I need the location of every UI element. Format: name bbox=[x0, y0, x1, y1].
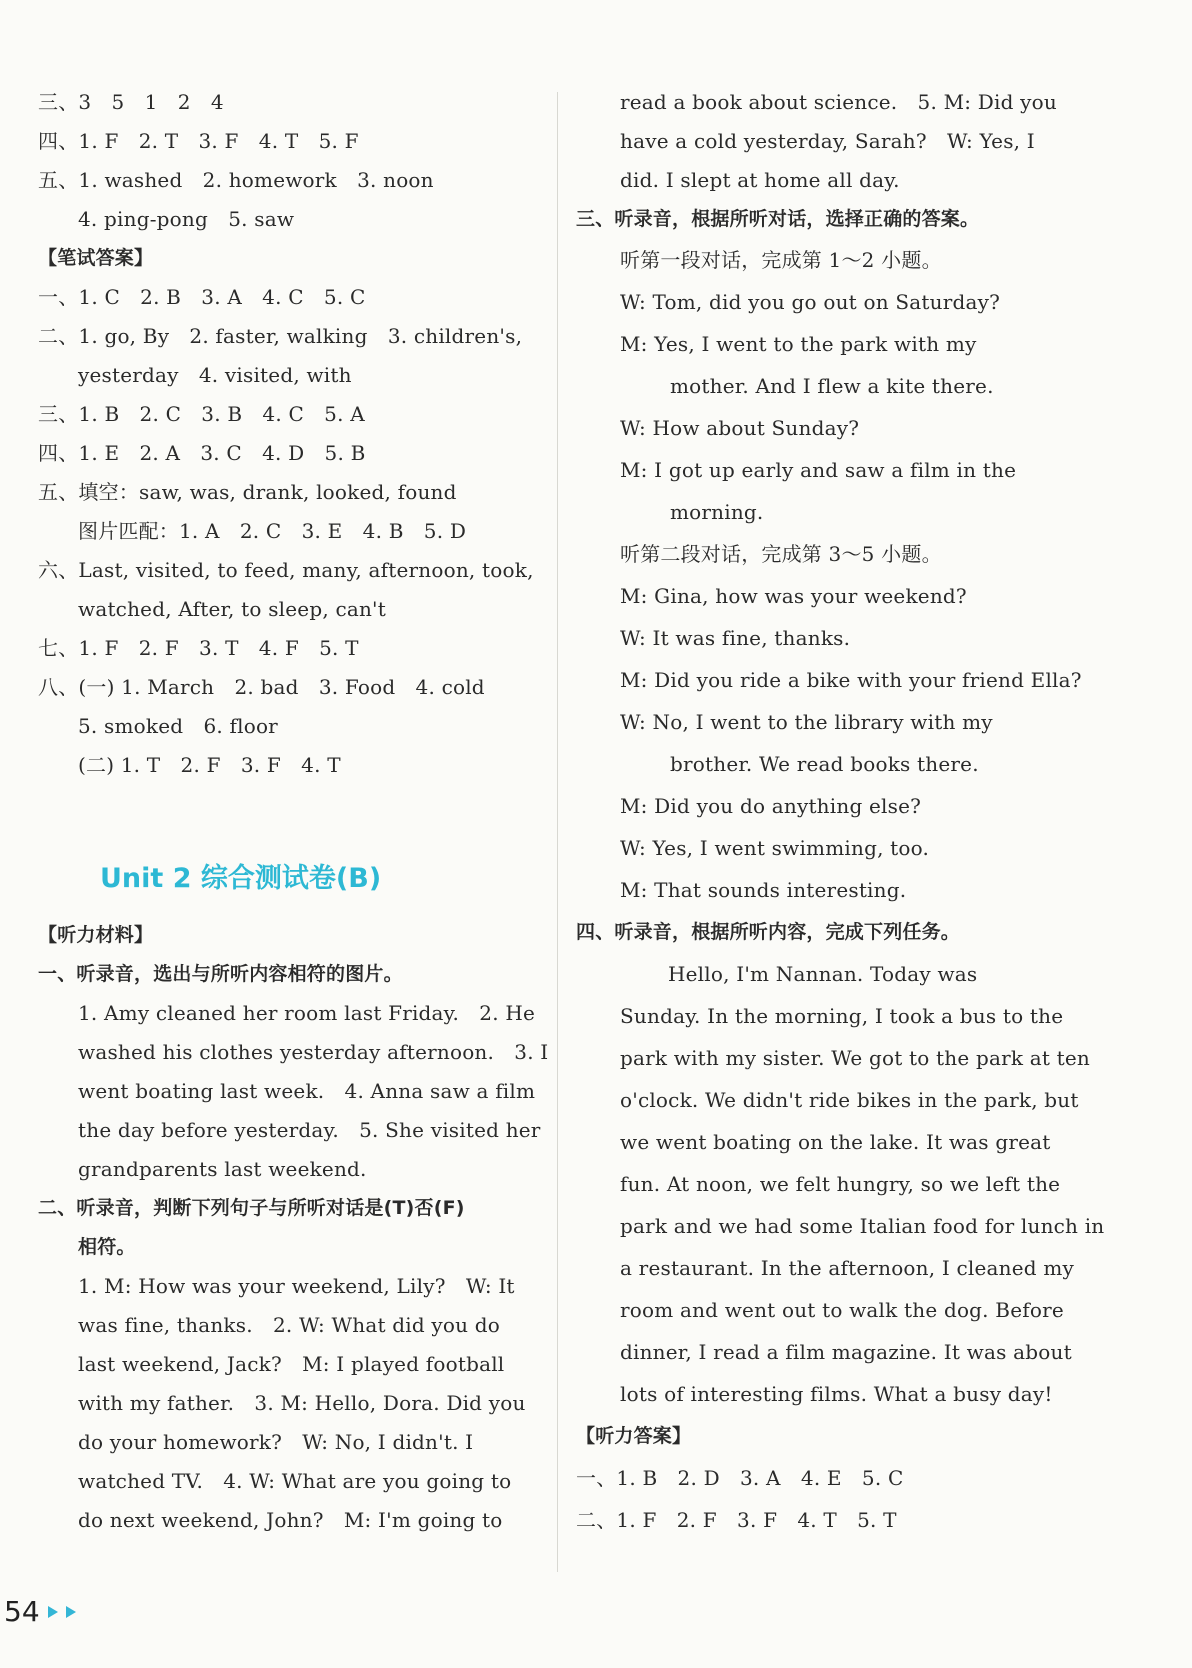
section-1-text: went boating last week. 4. Anna saw a film bbox=[78, 1079, 536, 1103]
page-footer bbox=[4, 1595, 76, 1628]
section-2-text: do next weekend, John? M: I'm going to bbox=[78, 1508, 503, 1532]
written-answer-8-cont: 5. smoked 6. floor bbox=[78, 714, 278, 738]
listening-answer-5: 五、1. washed 2. homework 3. noon bbox=[38, 168, 434, 192]
listening-answer-4: 四、1. F 2. T 3. F 4. T 5. F bbox=[38, 129, 359, 153]
dialogue-1-heading: 听第一段对话，完成第 1～2 小题。 bbox=[620, 248, 942, 272]
written-answer-8: 八、(一) 1. March 2. bad 3. Food 4. cold bbox=[38, 675, 485, 699]
section-1-text: the day before yesterday. 5. She visited her bbox=[78, 1118, 541, 1142]
passage-line: we went boating on the lake. It was great bbox=[620, 1130, 1051, 1154]
passage-line: o'clock. We didn't ride bikes in the park, but bbox=[620, 1088, 1079, 1112]
unit-test-title: Unit 2 综合测试卷(B) bbox=[100, 863, 382, 894]
passage-line: Hello, I'm Nannan. Today was bbox=[668, 962, 978, 986]
section-2-text: did. I slept at home all day. bbox=[620, 168, 900, 192]
written-answer-8-part2: (二) 1. T 2. F 3. F 4. T bbox=[78, 753, 341, 777]
listening-answer-5-cont: 4. ping-pong 5. saw bbox=[78, 207, 295, 231]
passage-line: lots of interesting films. What a busy day! bbox=[620, 1382, 1053, 1406]
dialogue-line: W: Tom, did you go out on Saturday? bbox=[620, 290, 1001, 314]
passage-line: room and went out to walk the dog. Before bbox=[620, 1298, 1064, 1322]
section-2-text: with my father. 3. M: Hello, Dora. Did you bbox=[78, 1391, 526, 1415]
section-1-instruction: 一、听录音，选出与所听内容相符的图片。 bbox=[38, 963, 403, 985]
written-answer-2: 二、1. go, By 2. faster, walking 3. children's, bbox=[38, 324, 523, 348]
section-2-instruction-cont: 相符。 bbox=[78, 1236, 136, 1258]
arrow-right-icon bbox=[66, 1606, 76, 1618]
dialogue-line-cont: morning. bbox=[670, 500, 764, 524]
written-answers-heading: 【笔试答案】 bbox=[38, 247, 154, 269]
section-2-text: 1. M: How was your weekend, Lily? W: It bbox=[78, 1274, 515, 1298]
section-2-text: read a book about science. 5. M: Did you bbox=[620, 90, 1057, 114]
section-2-text: last weekend, Jack? M: I played football bbox=[78, 1352, 505, 1376]
dialogue-2-heading: 听第二段对话，完成第 3～5 小题。 bbox=[620, 542, 942, 566]
section-1-text: washed his clothes yesterday afternoon. 3. I bbox=[78, 1040, 549, 1064]
listening-material-heading: 【听力材料】 bbox=[38, 924, 154, 946]
written-answer-3: 三、1. B 2. C 3. B 4. C 5. A bbox=[38, 402, 365, 426]
dialogue-line-cont: brother. We read books there. bbox=[670, 752, 979, 776]
dialogue-line: M: Did you do anything else? bbox=[620, 794, 922, 818]
section-4-instruction: 四、听录音，根据所听内容，完成下列任务。 bbox=[576, 921, 961, 943]
listening-answer-3: 三、3 5 1 2 4 bbox=[38, 90, 224, 114]
dialogue-line-cont: mother. And I flew a kite there. bbox=[670, 374, 994, 398]
dialogue-line: M: Did you ride a bike with your friend Ella? bbox=[620, 668, 1082, 692]
dialogue-line: M: Gina, how was your weekend? bbox=[620, 584, 967, 608]
section-1-text: 1. Amy cleaned her room last Friday. 2. He bbox=[78, 1001, 535, 1025]
written-answer-4: 四、1. E 2. A 3. C 4. D 5. B bbox=[38, 441, 366, 465]
arrow-right-icon bbox=[48, 1606, 58, 1618]
section-2-text: do your homework? W: No, I didn't. I bbox=[78, 1430, 474, 1454]
section-2-text: was fine, thanks. 2. W: What did you do bbox=[78, 1313, 501, 1337]
passage-line: a restaurant. In the afternoon, I cleaned my bbox=[620, 1256, 1075, 1280]
written-answer-2-cont: yesterday 4. visited, with bbox=[78, 363, 352, 387]
section-3-instruction: 三、听录音，根据所听对话，选择正确的答案。 bbox=[576, 208, 980, 230]
passage-line: park with my sister. We got to the park at ten bbox=[620, 1046, 1090, 1070]
passage-line: Sunday. In the morning, I took a bus to the bbox=[620, 1004, 1064, 1028]
written-answer-5-match: 图片匹配：1. A 2. C 3. E 4. B 5. D bbox=[78, 519, 467, 543]
written-answer-6-cont: watched, After, to sleep, can't bbox=[78, 597, 386, 621]
section-2-text: have a cold yesterday, Sarah? W: Yes, I bbox=[620, 129, 1035, 153]
dialogue-line: M: I got up early and saw a film in the bbox=[620, 458, 1017, 482]
passage-line: fun. At noon, we felt hungry, so we left the bbox=[620, 1172, 1061, 1196]
written-answer-7: 七、1. F 2. F 3. T 4. F 5. T bbox=[38, 636, 359, 660]
listening-answer-1: 一、1. B 2. D 3. A 4. E 5. C bbox=[576, 1466, 904, 1490]
dialogue-line: W: Yes, I went swimming, too. bbox=[620, 836, 930, 860]
passage-line: park and we had some Italian food for lunch in bbox=[620, 1214, 1105, 1238]
dialogue-line: M: That sounds interesting. bbox=[620, 878, 907, 902]
section-1-text: grandparents last weekend. bbox=[78, 1157, 367, 1181]
written-answer-1: 一、1. C 2. B 3. A 4. C 5. C bbox=[38, 285, 366, 309]
dialogue-line: M: Yes, I went to the park with my bbox=[620, 332, 977, 356]
dialogue-line: W: How about Sunday? bbox=[620, 416, 860, 440]
dialogue-line: W: It was fine, thanks. bbox=[620, 626, 851, 650]
listening-answers-heading: 【听力答案】 bbox=[576, 1425, 692, 1447]
listening-answer-2: 二、1. F 2. F 3. F 4. T 5. T bbox=[576, 1508, 897, 1532]
written-answer-5: 五、填空：saw, was, drank, looked, found bbox=[38, 480, 457, 504]
section-2-instruction: 二、听录音，判断下列句子与所听对话是(T)否(F) bbox=[38, 1197, 465, 1219]
passage-line: dinner, I read a film magazine. It was about bbox=[620, 1340, 1072, 1364]
column-divider bbox=[557, 92, 558, 1572]
dialogue-line: W: No, I went to the library with my bbox=[620, 710, 993, 734]
page-number: 54 bbox=[4, 1595, 40, 1628]
written-answer-6: 六、Last, visited, to feed, many, afternoon, took, bbox=[38, 558, 534, 582]
section-2-text: watched TV. 4. W: What are you going to bbox=[78, 1469, 512, 1493]
